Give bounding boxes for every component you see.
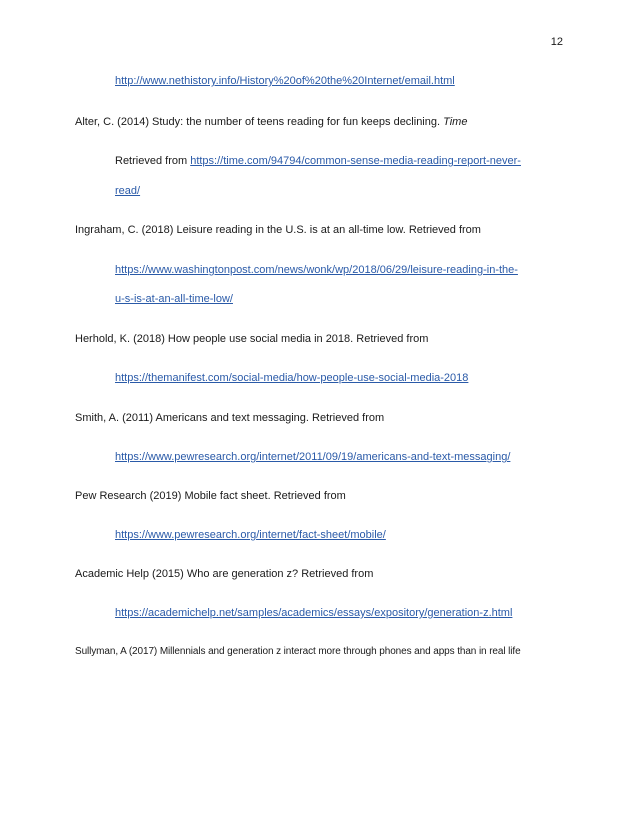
reference-line (75, 567, 373, 581)
reference-line (115, 154, 521, 168)
reference-line (115, 74, 455, 88)
reference-text: Academic Help (2015) Who are generation z? Retrieved from (75, 568, 374, 580)
reference-text: Ingraham, C. (2018) Leisure reading in the U.S. is at an all-time low. Retrieved from (75, 224, 481, 236)
reference-source-italic: Time (443, 116, 468, 128)
reference-text: Retrieved from (115, 155, 191, 167)
reference-line (75, 489, 346, 503)
reference-line (115, 263, 518, 277)
page-number: 12 (550, 36, 563, 48)
reference-line (115, 184, 140, 198)
reference-link[interactable]: https://www.pewresearch.org/internet/fact-sheet/mobile/ (115, 529, 386, 541)
reference-link[interactable]: u-s-is-at-an-all-time-low/ (115, 293, 233, 305)
reference-line (115, 606, 512, 620)
reference-text: Alter, C. (2014) Study: the number of teens reading for fun keeps declining. (75, 116, 444, 128)
reference-text: Herhold, K. (2018) How people use social media in 2018. Retrieved from (75, 333, 429, 345)
reference-link[interactable]: https://themanifest.com/social-media/how-people-use-social-media-2018 (115, 372, 469, 384)
reference-link[interactable]: https://time.com/94794/common-sense-media-reading-report-never- (190, 155, 521, 167)
reference-line (115, 371, 468, 385)
reference-link[interactable]: http://www.nethistory.info/History%20of%20the%20Internet/email.html (115, 75, 455, 87)
reference-text: Smith, A. (2011) Americans and text messaging. Retrieved from (75, 412, 385, 424)
reference-line (115, 528, 386, 542)
reference-link[interactable]: https://academichelp.net/samples/academics/essays/expository/generation-z.html (115, 607, 513, 619)
reference-line (115, 292, 233, 306)
reference-line (115, 450, 510, 464)
reference-link[interactable]: read/ (115, 185, 141, 197)
reference-line (75, 223, 481, 237)
reference-text: Sullyman, A (2017) Millennials and generation z interact more through phones and apps than in real life (75, 646, 521, 657)
reference-line (75, 115, 467, 129)
reference-link[interactable]: https://www.pewresearch.org/internet/2011/09/19/americans-and-text-messaging/ (115, 451, 511, 463)
reference-line (75, 411, 384, 425)
reference-text: Pew Research (2019) Mobile fact sheet. Retrieved from (75, 490, 346, 502)
reference-line (75, 332, 428, 346)
reference-link[interactable]: https://www.washingtonpost.com/news/wonk/wp/2018/06/29/leisure-reading-in-the- (115, 264, 518, 276)
reference-line (75, 645, 521, 659)
